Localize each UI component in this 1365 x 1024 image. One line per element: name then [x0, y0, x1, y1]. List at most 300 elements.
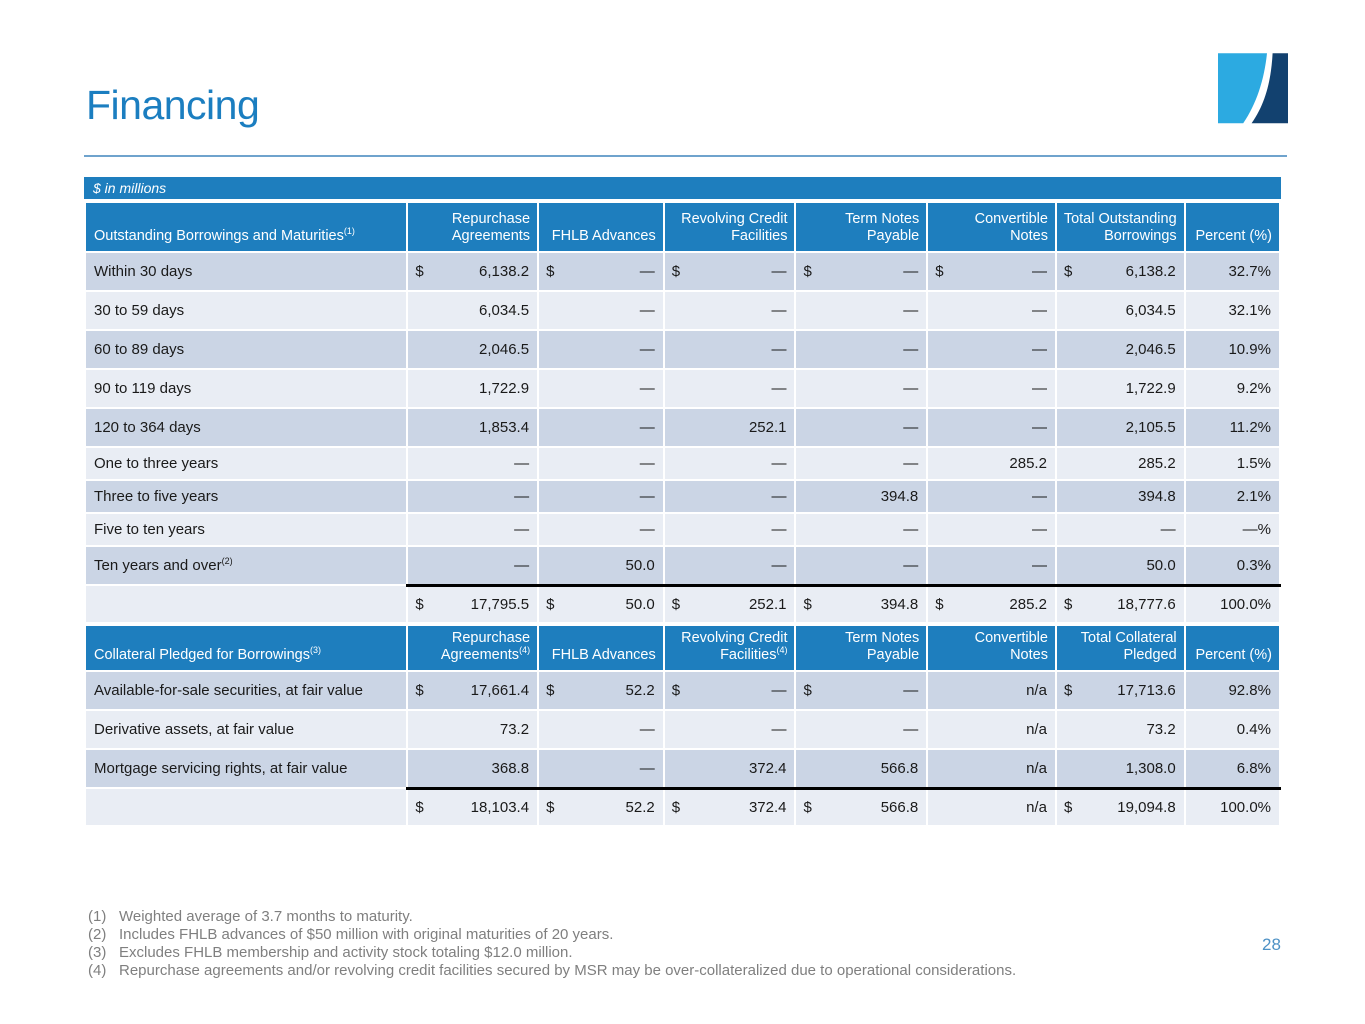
cell-value: —%: [1242, 521, 1271, 538]
table-cell: [407, 585, 538, 623]
column-header-line: FHLB Advances: [551, 228, 656, 244]
cell-content: [665, 721, 795, 738]
table-collateral: [84, 624, 1281, 827]
cell-value: n/a: [1026, 682, 1047, 699]
cell-value: —: [639, 419, 655, 436]
footnote-number: (4): [88, 962, 107, 979]
column-header-line: Facilities: [731, 228, 788, 244]
cell-content: [665, 302, 795, 319]
cell-value: 394.8: [880, 488, 919, 505]
table-cell: [1185, 369, 1280, 408]
column-header: [927, 202, 1056, 252]
table-cell: [407, 671, 538, 710]
cell-value: 17,795.5: [470, 595, 530, 613]
row-label: 60 to 89 days: [85, 330, 407, 369]
header-row: [85, 202, 1280, 252]
table-cell: [795, 252, 927, 291]
cell-content: [665, 380, 795, 397]
currency-symbol: $: [671, 263, 681, 280]
cell-value: 2,105.5: [1125, 419, 1176, 436]
table-cell: [538, 447, 664, 480]
cell-value: —: [1031, 341, 1047, 358]
cell-content: [665, 557, 795, 574]
column-header: [538, 202, 664, 252]
column-header-line: Convertible: [974, 630, 1048, 646]
table-cell: [795, 291, 927, 330]
footnote-number: (1): [88, 908, 107, 925]
table-cell: [795, 480, 927, 513]
table-cell: [1185, 710, 1280, 749]
footnote-text: Weighted average of 3.7 months to maturity.: [119, 908, 413, 925]
cell-content: [1057, 721, 1184, 738]
table-cell: [1185, 585, 1280, 623]
column-header-line: Facilities$^{(4)}$: [720, 645, 788, 663]
table-cell: [407, 330, 538, 369]
cell-value: 372.4: [748, 798, 787, 816]
cell-value: 566.8: [880, 759, 919, 777]
cell-value: —: [1031, 380, 1047, 397]
currency-symbol: $: [935, 595, 944, 613]
footnote: [88, 908, 1188, 926]
row-label: [85, 788, 407, 826]
table-cell: [1185, 480, 1280, 513]
row-label: Within 30 days: [85, 252, 407, 291]
page-title: Financing: [86, 82, 260, 128]
cell-value: —: [1031, 521, 1047, 538]
table-cell: [1056, 710, 1185, 749]
table-cell: [664, 710, 796, 749]
cell-value: —: [771, 263, 787, 280]
cell-value: —: [771, 721, 787, 738]
cell-value: n/a: [1026, 759, 1047, 777]
cell-content: [796, 799, 926, 816]
cell-value: 372.4: [748, 759, 787, 777]
row-label: [85, 585, 407, 623]
currency-symbol: $: [671, 595, 681, 613]
table-cell: [795, 447, 927, 480]
currency-symbol: $: [546, 263, 555, 280]
cell-content: [1186, 302, 1279, 319]
currency-symbol: $: [1063, 682, 1073, 699]
table-cell: [1056, 546, 1185, 585]
table-cell: [795, 330, 927, 369]
cell-content: [796, 419, 926, 436]
cell-value: n/a: [1026, 721, 1047, 738]
table-row: [85, 252, 1280, 291]
row-label: Mortgage servicing rights, at fair value: [85, 749, 407, 788]
table-row: [85, 671, 1280, 710]
cell-value: —: [639, 341, 655, 358]
cell-value: —: [771, 488, 787, 505]
cell-value: 1,308.0: [1125, 759, 1176, 777]
footnote-text: Excludes FHLB membership and activity stock totaling $12.0 million.: [119, 944, 573, 961]
table-cell: [664, 447, 796, 480]
row-group-header: Outstanding Borrowings and Maturities$^{(1)}$: [85, 202, 407, 252]
table-cell: [927, 480, 1056, 513]
footnote-marker: (1): [343, 226, 355, 237]
cell-value: 1,722.9: [1125, 380, 1176, 397]
table-cell: [1056, 749, 1185, 788]
page-number: 28: [1262, 935, 1281, 954]
table-cell: [1185, 671, 1280, 710]
table-cell: [1056, 291, 1185, 330]
table-cell: [664, 585, 796, 623]
cell-value: 6,034.5: [479, 302, 530, 319]
cell-content: [539, 521, 663, 538]
cell-value: 50.0: [625, 595, 655, 613]
cell-content: [665, 263, 795, 280]
cell-content: [539, 721, 663, 738]
cell-value: —: [903, 380, 919, 397]
cell-content: [665, 419, 795, 436]
column-header-line: Notes: [1010, 647, 1048, 663]
table-cell: [538, 291, 664, 330]
table-cell: [407, 546, 538, 585]
table-cell: [407, 369, 538, 408]
column-header-line: Revolving Credit: [681, 211, 788, 227]
column-header: [664, 202, 796, 252]
cell-value: —: [903, 521, 919, 538]
cell-value: 2.1%: [1236, 488, 1271, 505]
company-logo: [1218, 52, 1288, 130]
cell-content: [928, 557, 1055, 574]
column-header-line: Agreements: [451, 228, 531, 244]
cell-content: [1057, 557, 1184, 574]
footnote-marker: (2): [221, 556, 233, 566]
cell-content: [665, 521, 795, 538]
table-cell: [664, 749, 796, 788]
footnote: [88, 926, 1188, 944]
table-cell: [1185, 408, 1280, 447]
cell-value: —: [1031, 556, 1047, 574]
table-cell: [1056, 671, 1185, 710]
table-cell: [407, 408, 538, 447]
row-label: Derivative assets, at fair value: [85, 710, 407, 749]
cell-content: [928, 799, 1055, 816]
cell-content: [408, 419, 537, 436]
table-cell: [1056, 330, 1185, 369]
cell-content: [1057, 488, 1184, 505]
column-header: [1056, 625, 1185, 671]
cell-content: [539, 380, 663, 397]
cell-content: [1057, 799, 1184, 816]
currency-symbol: $: [803, 595, 812, 613]
cell-content: [796, 302, 926, 319]
table-row: [85, 291, 1280, 330]
cell-content: [928, 682, 1055, 699]
table-cell: [664, 369, 796, 408]
row-label: Available-for-sale securities, at fair value: [85, 671, 407, 710]
column-header-line: Repurchase: [451, 630, 531, 646]
column-header: [664, 625, 796, 671]
cell-content: [928, 455, 1055, 472]
cell-value: —: [1031, 488, 1047, 505]
column-header-line: Term Notes: [845, 630, 920, 646]
cell-value: —: [514, 521, 530, 538]
cell-value: —: [639, 455, 655, 472]
cell-value: 73.2: [1146, 721, 1176, 738]
cell-value: —: [1031, 419, 1047, 436]
cell-value: —: [639, 263, 655, 280]
table-cell: [538, 546, 664, 585]
row-label: 120 to 364 days: [85, 408, 407, 447]
table-cell: [1056, 447, 1185, 480]
cell-value: 1,722.9: [479, 380, 530, 397]
column-header-line: Percent (%): [1195, 228, 1272, 244]
cell-value: —: [771, 556, 787, 574]
cell-content: [928, 419, 1055, 436]
table-cell: [927, 546, 1056, 585]
row-group-header: Collateral Pledged for Borrowings$^{(3)}$: [85, 625, 407, 671]
footnote: [88, 944, 1188, 962]
cell-value: —: [771, 380, 787, 397]
cell-value: —: [771, 341, 787, 358]
cell-value: —: [1031, 263, 1047, 280]
cell-content: [928, 521, 1055, 538]
table-cell: [664, 788, 796, 826]
cell-content: [1057, 760, 1184, 777]
table-cell: [538, 788, 664, 826]
row-label: 90 to 119 days: [85, 369, 407, 408]
cell-value: 285.2: [1009, 455, 1047, 472]
table-cell: [1185, 291, 1280, 330]
cell-value: 566.8: [880, 798, 919, 816]
column-header-line: Repurchase: [451, 211, 531, 227]
cell-value: 73.2: [499, 721, 530, 738]
cell-value: n/a: [1026, 798, 1047, 816]
total-row: [85, 585, 1280, 623]
tables-region: [84, 177, 1281, 827]
cell-value: 252.1: [748, 419, 787, 436]
cell-content: [539, 455, 663, 472]
cell-content: [796, 682, 926, 699]
cell-value: 6,138.2: [1125, 263, 1176, 280]
cell-content: [665, 760, 795, 777]
cell-content: [539, 488, 663, 505]
table-cell: [664, 546, 796, 585]
table-cell: [795, 671, 927, 710]
cell-content: [928, 341, 1055, 358]
cell-value: 52.2: [625, 798, 655, 816]
cell-content: [665, 596, 795, 613]
table-row: [85, 408, 1280, 447]
cell-value: —: [903, 682, 919, 699]
table-cell: [1056, 252, 1185, 291]
cell-value: 2,046.5: [479, 341, 530, 358]
footnote-text: Includes FHLB advances of $50 million with original maturities of 20 years.: [119, 926, 614, 943]
cell-value: 17,661.4: [470, 682, 530, 699]
cell-value: 10.9%: [1228, 341, 1271, 358]
table-cell: [664, 671, 796, 710]
cell-value: 11.2%: [1229, 419, 1271, 436]
table-cell: [1056, 513, 1185, 546]
currency-symbol: $: [803, 798, 812, 816]
table-cell: [927, 330, 1056, 369]
cell-value: —: [903, 556, 919, 574]
table-cell: [1185, 447, 1280, 480]
column-header: [407, 625, 538, 671]
cell-content: [796, 263, 926, 280]
row-label: One to three years: [85, 447, 407, 480]
cell-content: [928, 760, 1055, 777]
cell-content: [796, 596, 926, 613]
column-header: [1185, 625, 1280, 671]
cell-content: [1057, 302, 1184, 319]
table-cell: [664, 408, 796, 447]
table-cell: [1185, 546, 1280, 585]
table-cell: [927, 252, 1056, 291]
currency-symbol: $: [1063, 263, 1073, 280]
table-cell: [538, 480, 664, 513]
table-cell: [538, 749, 664, 788]
cell-content: [408, 302, 537, 319]
table-cell: [538, 671, 664, 710]
table-cell: [538, 369, 664, 408]
cell-content: [408, 799, 537, 816]
cell-value: 50.0: [1146, 556, 1176, 574]
table-cell: [795, 788, 927, 826]
cell-content: [665, 488, 795, 505]
cell-content: [1186, 521, 1279, 538]
cell-value: —: [771, 682, 787, 699]
table-cell: [927, 749, 1056, 788]
row-label: Ten years and over$^{(2)}$: [85, 546, 407, 585]
table-cell: [1056, 585, 1185, 623]
cell-content: [539, 341, 663, 358]
footnote-number: (2): [88, 926, 107, 943]
currency-symbol: $: [1063, 798, 1073, 816]
table-cell: [538, 710, 664, 749]
column-header: [1056, 202, 1185, 252]
cell-value: —: [514, 455, 530, 472]
cell-value: —: [903, 302, 919, 319]
table-cell: [927, 671, 1056, 710]
table-cell: [1185, 330, 1280, 369]
cell-value: —: [903, 341, 919, 358]
cell-value: 100.0%: [1220, 798, 1271, 816]
currency-symbol: $: [546, 682, 555, 699]
table-cell: [407, 480, 538, 513]
cell-content: [1057, 263, 1184, 280]
column-header-line: Convertible: [974, 211, 1048, 227]
table-row: [85, 749, 1280, 788]
row-label: 30 to 59 days: [85, 291, 407, 330]
table-cell: [1056, 369, 1185, 408]
cell-content: [539, 557, 663, 574]
cell-content: [1186, 721, 1279, 738]
column-header-line: Payable: [866, 647, 920, 663]
cell-content: [408, 341, 537, 358]
currency-symbol: $: [671, 682, 681, 699]
cell-content: [796, 721, 926, 738]
column-header: [795, 202, 927, 252]
cell-content: [796, 488, 926, 505]
currency-symbol: $: [415, 682, 424, 699]
cell-content: [539, 596, 663, 613]
cell-value: 285.2: [1009, 595, 1047, 613]
column-header-line: Payable: [866, 228, 920, 244]
table-cell: [407, 513, 538, 546]
cell-content: [408, 760, 537, 777]
cell-content: [1057, 419, 1184, 436]
table-cell: [927, 291, 1056, 330]
cell-value: —: [903, 721, 919, 738]
cell-value: 394.8: [880, 595, 919, 613]
column-header-line: Term Notes: [845, 211, 920, 227]
currency-symbol: $: [415, 263, 424, 280]
cell-content: [796, 455, 926, 472]
cell-value: —: [771, 455, 787, 472]
cell-value: —: [514, 556, 530, 574]
row-label: Five to ten years: [85, 513, 407, 546]
cell-value: —: [903, 455, 919, 472]
table-cell: [927, 447, 1056, 480]
cell-content: [796, 521, 926, 538]
column-header-line: Total Outstanding: [1063, 211, 1177, 227]
table-row: [85, 447, 1280, 480]
table-cell: [664, 480, 796, 513]
cell-value: —: [639, 302, 655, 319]
table-cell: [795, 710, 927, 749]
cell-value: —: [1160, 521, 1176, 538]
cell-value: 1,853.4: [479, 419, 530, 436]
table-cell: [795, 749, 927, 788]
cell-content: [665, 341, 795, 358]
table-row: [85, 710, 1280, 749]
table-cell: [927, 788, 1056, 826]
cell-value: 2,046.5: [1125, 341, 1176, 358]
footnote-text: Repurchase agreements and/or revolving credit facilities secured by MSR may be over-collateralized due to operational considerations.: [119, 962, 1017, 979]
cell-value: 18,777.6: [1117, 595, 1176, 613]
cell-content: [1186, 341, 1279, 358]
table-cell: [1056, 480, 1185, 513]
table-cell: [795, 546, 927, 585]
cell-content: [796, 341, 926, 358]
cell-content: [408, 488, 537, 505]
currency-symbol: $: [671, 798, 681, 816]
table-cell: [664, 252, 796, 291]
table-cell: [538, 330, 664, 369]
table-cell: [1185, 252, 1280, 291]
cell-value: —: [903, 419, 919, 436]
cell-content: [539, 419, 663, 436]
cell-content: [408, 455, 537, 472]
table-cell: [538, 252, 664, 291]
cell-value: 394.8: [1138, 488, 1176, 505]
cell-value: —: [771, 302, 787, 319]
cell-content: [796, 760, 926, 777]
cell-content: [1057, 521, 1184, 538]
cell-content: [796, 380, 926, 397]
cell-value: 368.8: [491, 759, 530, 777]
cell-value: —: [639, 759, 655, 777]
table-cell: [927, 369, 1056, 408]
footnotes: [88, 908, 1188, 980]
cell-value: 6,138.2: [479, 263, 530, 280]
column-header-line: Borrowings: [1104, 228, 1177, 244]
cell-value: —: [639, 380, 655, 397]
currency-symbol: $: [546, 798, 555, 816]
cell-content: [1057, 380, 1184, 397]
cell-content: [1057, 341, 1184, 358]
table-cell: [664, 330, 796, 369]
table-cell: [538, 408, 664, 447]
table-row: [85, 330, 1280, 369]
column-header: [538, 625, 664, 671]
column-header-line: Total Collateral: [1080, 630, 1177, 646]
table-cell: [795, 513, 927, 546]
table-cell: [927, 710, 1056, 749]
